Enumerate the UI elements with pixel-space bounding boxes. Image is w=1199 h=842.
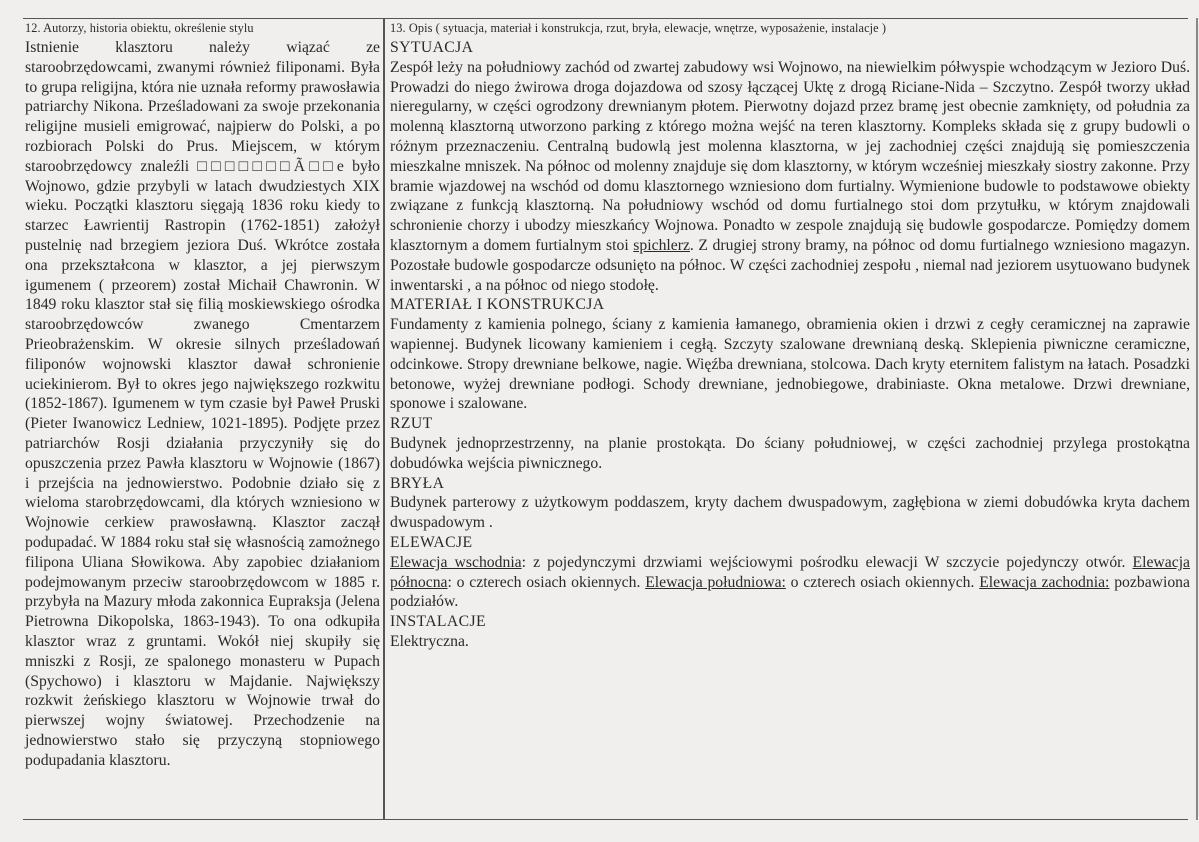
elewacja-poludniowa-text: o czterech osiach okiennych. (785, 573, 975, 591)
history-text: Istnienie klasztoru należy wiązać ze staroobrzędowcami, zwanymi również filiponami. Była to grupa religijna, która nie uznała reformy prawosławia patriarchy Nikona. Prześladowani za swoje przekonania religijne musieli emigrować, najpierw do Polski, a po rozbiorach Polski do Prus. Miejscem, w którym staroobrzędowcy znaleźli □□□□□□□Ã□□e było Wojnowo, gdzie przybyli w latach dwudziestych XIX wieku. Początki klasztoru sięgają 1836 roku kiedy to starzec Ławrientij Rastropin (1762-1851) założył pustelnię nad brzegiem jeziora Duś. Wkrótce została ona przekształcona w klasztor, a jej pierwszym igumenem ( przeorem) został Michaił Chawronin. W 1849 roku klasztor stał się filią moskiewskiego ośrodka staroobrzędowców zwanego Cmentarzem Prieobrażenskim. W okresie silnych prześladowań filiponów wojnowski klasztor dawał schronienie uciekinierom. Był to okres jego największego rozkwitu (1852-1867). Igumenem w tym czasie był Paweł Pruski (Pieter Iwanowicz Ledniew, 1021-1895). Podjęte przez patriarchów Rosji działania przyczyniły się do opuszczenia przez Pawła klasztoru w Wojnowie (1867) i przejścia na jednowierstwo. Podobnie działo się z wieloma starobrzędowcami, dla których wzniesiono w Wojnowie cerkiew prawosławną. Klasztor zaczął podupadać. W 1884 roku stał się własnością zamożnego filipona Uliana Słowikowa. Aby zapobiec działaniom podejmowanym przeciw staroobrzędowcom w 1885 r. przybyła na Mazury młoda zakonnica Eupraksja (Jelena Pietrowna Dikopolska, 1863-1943). To ona odkupiła klasztor wraz z gruntami. Wokół niej skupiły się mniszki z Rosji, ze spalonego monasteru w Pupach (Spychowo) i klasztoru w Majdanie. Największy rozkwit żeńskiego klasztoru w Wojnowie trwał do pierwszej wojny światowej. Przechodzenie na jednowierstwo stało się przyczyną stopniowego podupadania klasztoru. (25, 39, 380, 769)
elewacja-wschodnia-label: Elewacja wschodnia (390, 553, 522, 571)
elewacja-zachodnia-label: Elewacja zachodnia: (979, 573, 1110, 591)
spichlerz-link: spichlerz (633, 236, 690, 254)
sytuacja-text (390, 58, 1190, 296)
right-border (1196, 18, 1198, 820)
section-title-sytuacja: SYTUACJA (390, 39, 474, 56)
description-header: 13. Opis ( sytuacja, materiał i konstrukcja, rzut, bryła, elewacje, wnętrze, wyposażenie, instalacje ) (390, 21, 887, 35)
section-title-rzut: RZUT (390, 415, 433, 433)
history-column (25, 19, 380, 770)
history-header: 12. Autorzy, historia obiektu, określenie stylu (25, 21, 254, 35)
elewacja-polnocna-text: : o czterech osiach okiennych. (447, 573, 641, 591)
elewacja-wschodnia-text: : z pojedynczymi drzwiami wejściowymi pośrodku elewacji W szczycie pojedynczy otwór. (521, 553, 1126, 571)
section-title-bryla: BRYŁA (390, 474, 445, 492)
sytuacja-text-b: . Z drugiej strony bramy, na północ od domu furtialnego wzniesiono magazyn. Pozostałe budowle gospodarcze odsunięto na północ. W części zachodniej zespołu , niemal nad jeziorem usytuowano budynek inwentarski , a na północ od niego stodołę. (390, 236, 1191, 294)
sytuacja-text-a: Zespół leży na południowy zachód od zwartej zabudowy wsi Wojnowo, na niewielkim półwyspie wchodzącym w Jezioro Duś. Prowadzi do niego żwirowa droga dojazdowa od szosy łączącej Uktę z drogą Riciane-Nida – Szczytno. Zespół tworzy układ nieregularny, w części ogrodzony drewnianym płotem. Pierwotny dojazd przez bramę jest obecnie zamknięty, od południa za molenną klasztorną utworzono parking z którego można wejść na teren klasztorny. Kompleks składa się z grupy budowli o różnym przeznaczeniu. Centralną budowlą jest molenna klasztorna, w jej zachodniej części znajdują się pomieszczenia mieszkalne mniszek. Na północ od molenny znajduje się dom klasztorny, w którym wcześniej mieszkały siostry zakonne. Przy bramie wjazdowej na wschód od domu klasztornego wzniesiono dom furtialny. Wymienione budowle to podstawowe obiekty związane z funkcją klasztorną. Na południowy wschód od domu furtialnego stoi dom przytułku, w którym znajdowali schronienie chorzy i ubodzy mieszkańcy Wojnowa. Ponadto w zespole znajdują się budowle gospodarcze. Pomiędzy domem klasztornym a domem furtialnym stoi (390, 58, 1190, 254)
column-divider (383, 18, 385, 820)
elewacja-poludniowa-label: Elewacja południowa: (645, 573, 786, 591)
instalacje-text: Elektryczna. (390, 632, 469, 650)
section-title-elewacje: ELEWACJE (390, 533, 473, 551)
elewacja-polnocna-label: Elewacja północna (390, 553, 1191, 591)
elewacje-text (390, 553, 1190, 612)
description-column (390, 19, 1190, 652)
section-title-instalacje: INSTALACJE (390, 613, 486, 631)
rzut-text: Budynek jednoprzestrzenny, na planie prostokąta. Do ściany południowej, w części zachodniej przylega prostokątna dobudówka wejścia piwnicznego. (390, 434, 1190, 472)
bryla-text: Budynek parterowy z użytkowym poddaszem, kryty dachem dwuspadowym, zagłębiona w ziemi dobudówka kryta dachem dwuspadowym . (390, 494, 1190, 532)
elewacja-zachodnia-text: pozbawiona podziałów. (390, 573, 1190, 611)
material-text: Fundamenty z kamienia polnego, ściany z kamienia łamanego, obramienia okien i drzwi z cegły ceramicznej na zaprawie wapiennej. Budynek licowany kamieniem i cegłą. Szczyty szalowane drewnianą deską. Sklepienia piwniczne ceramiczne, odcinkowe. Stropy drewniane belkowe, nagie. Więźba drewniana, stolcowa. Dach kryty eternitem falistym na łatach. Posadzki betonowe, wyżej drewniane podłogi. Schody drewniane, jednobiegowe, drabiniaste. Okna metalowe. Drzwi drewniane, sponowe i szalowane. (390, 316, 1190, 413)
section-title-material: MATERIAŁ I KONSTRUKCJA (390, 296, 605, 314)
